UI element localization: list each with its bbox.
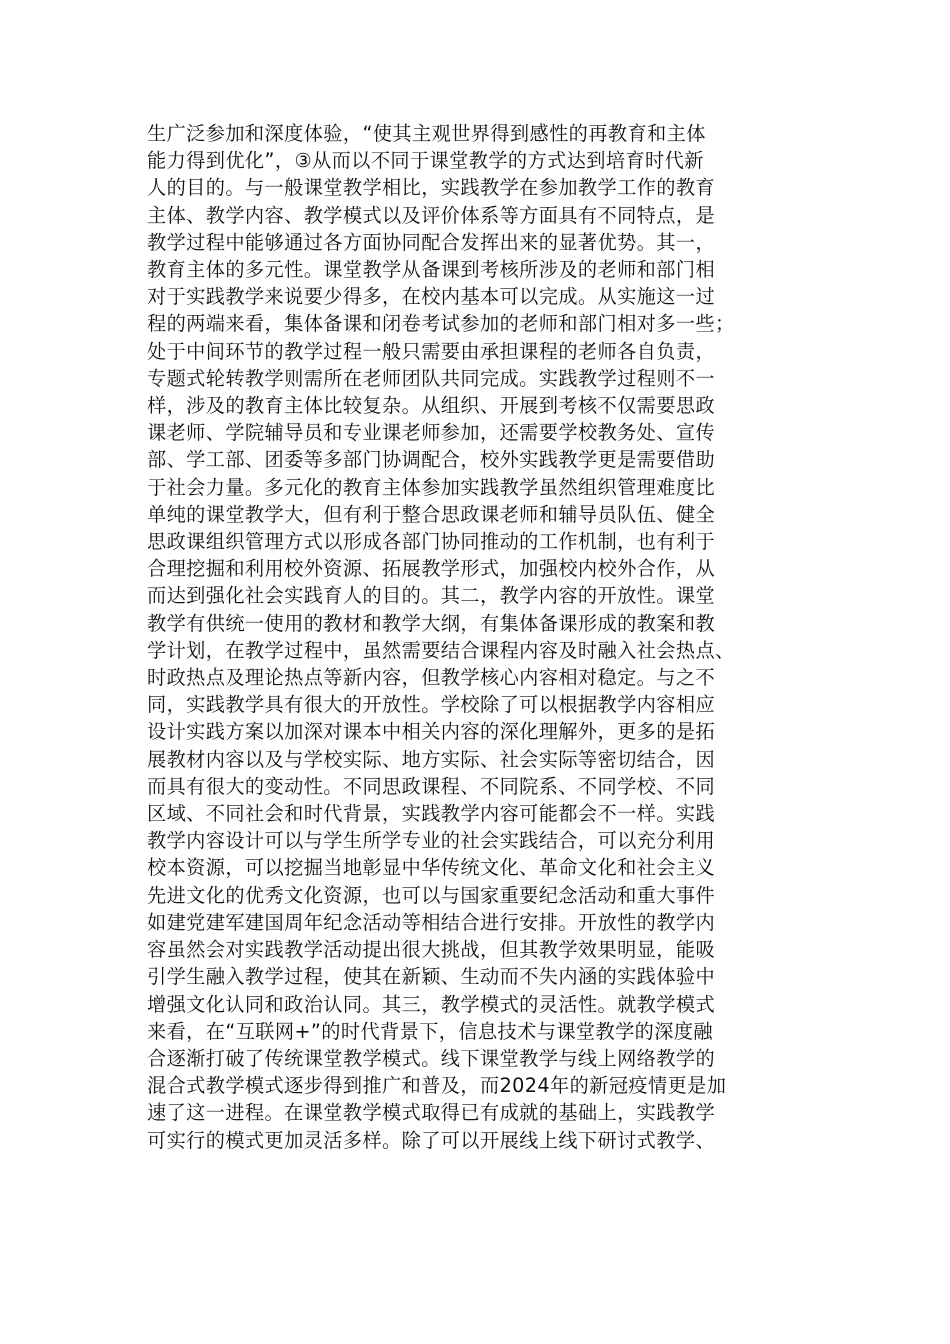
text-line: 时政热点及理论热点等新内容，但教学核心内容相对稳定。与之不 <box>147 666 716 690</box>
text-line: 而达到强化社会实践育人的目的。其二，教学内容的开放性。课堂 <box>147 584 716 608</box>
text-line: 引学生融入教学过程，使其在新颖、生动而不失内涵的实践体验中 <box>147 965 716 989</box>
text-line: 同，实践教学具有很大的开放性。学校除了可以根据教学内容相应 <box>147 693 716 717</box>
text-line: 教学过程中能够通过各方面协同配合发挥出来的显著优势。其一， <box>147 230 716 254</box>
text-line: 单纯的课堂教学大，但有利于整合思政课老师和辅导员队伍、健全 <box>147 502 716 526</box>
text-line: 对于实践教学来说要少得多，在校内基本可以完成。从实施这一过 <box>147 285 716 309</box>
text-line: 区域、不同社会和时代背景，实践教学内容可能都会不一样。实践 <box>147 802 716 826</box>
text-line: 课老师、学院辅导员和专业课老师参加，还需要学校教务处、宣传 <box>147 421 716 445</box>
text-line: 程的两端来看，集体备课和闭卷考试参加的老师和部门相对多一些； <box>147 312 735 336</box>
text-line: 设计实践方案以加深对课本中相关内容的深化理解外，更多的是拓 <box>147 720 716 744</box>
text-line: 容虽然会对实践教学活动提出很大挑战，但其教学效果明显，能吸 <box>147 938 716 962</box>
text-line: 校本资源，可以挖掘当地彰显中华传统文化、革命文化和社会主义 <box>147 856 716 880</box>
body-paragraph <box>147 120 807 1154</box>
text-line: 教育主体的多元性。课堂教学从备课到考核所涉及的老师和部门相 <box>147 258 716 282</box>
text-line: 如建党建军建国周年纪念活动等相结合进行安排。开放性的教学内 <box>147 910 716 934</box>
text-line: 而具有很大的变动性。不同思政课程、不同院系、不同学校、不同 <box>147 774 716 798</box>
text-line: 学计划，在教学过程中，虽然需要结合课程内容及时融入社会热点、 <box>147 638 735 662</box>
text-line: 部、学工部、团委等多部门协调配合，校外实践教学更是需要借助 <box>147 448 716 472</box>
text-line: 主体、教学内容、教学模式以及评价体系等方面具有不同特点，是 <box>147 203 716 227</box>
text-line: 处于中间环节的教学过程一般只需要由承担课程的老师各自负责， <box>147 339 716 363</box>
text-line: 人的目的。与一般课堂教学相比，实践教学在参加教学工作的教育 <box>147 176 716 200</box>
text-line: 先进文化的优秀文化资源，也可以与国家重要纪念活动和重大事件 <box>147 883 716 907</box>
text-line: 展教材内容以及与学校实际、地方实际、社会实际等密切结合，因 <box>147 747 716 771</box>
text-line: 来看，在“互联网+”的时代背景下，信息技术与课堂教学的深度融 <box>147 1019 714 1043</box>
text-line: 合理挖掘和利用校外资源、拓展教学形式，加强校内校外合作，从 <box>147 557 716 581</box>
text-line: 增强文化认同和政治认同。其三，教学模式的灵活性。就教学模式 <box>147 992 716 1016</box>
text-line: 生广泛参加和深度体验，“使其主观世界得到感性的再教育和主体 <box>147 122 706 145</box>
text-line: 教学内容设计可以与学生所学专业的社会实践结合，可以充分利用 <box>147 829 716 853</box>
text-line: 样，涉及的教育主体比较复杂。从组织、开展到考核不仅需要思政 <box>147 394 716 418</box>
text-line: 思政课组织管理方式以形成各部门协同推动的工作机制，也有利于 <box>147 530 716 554</box>
text-line: 教学有供统一使用的教材和教学大纲，有集体备课形成的教案和教 <box>147 611 716 635</box>
text-line: 混合式教学模式逐步得到推广和普及，而2024年的新冠疫情更是加 <box>147 1074 727 1098</box>
text-line: 于社会力量。多元化的教育主体参加实践教学虽然组织管理难度比 <box>147 475 716 499</box>
text-line: 速了这一进程。在课堂教学模式取得已有成就的基础上，实践教学 <box>147 1101 716 1125</box>
text-line: 可实行的模式更加灵活多样。除了可以开展线上线下研讨式教学、 <box>147 1128 716 1152</box>
text-line: 合逐渐打破了传统课堂教学模式。线下课堂教学与线上网络教学的 <box>147 1046 716 1070</box>
text-line: 能力得到优化”，③从而以不同于课堂教学的方式达到培育时代新 <box>147 149 704 173</box>
text-line: 专题式轮转教学则需所在老师团队共同完成。实践教学过程则不一 <box>147 366 716 390</box>
